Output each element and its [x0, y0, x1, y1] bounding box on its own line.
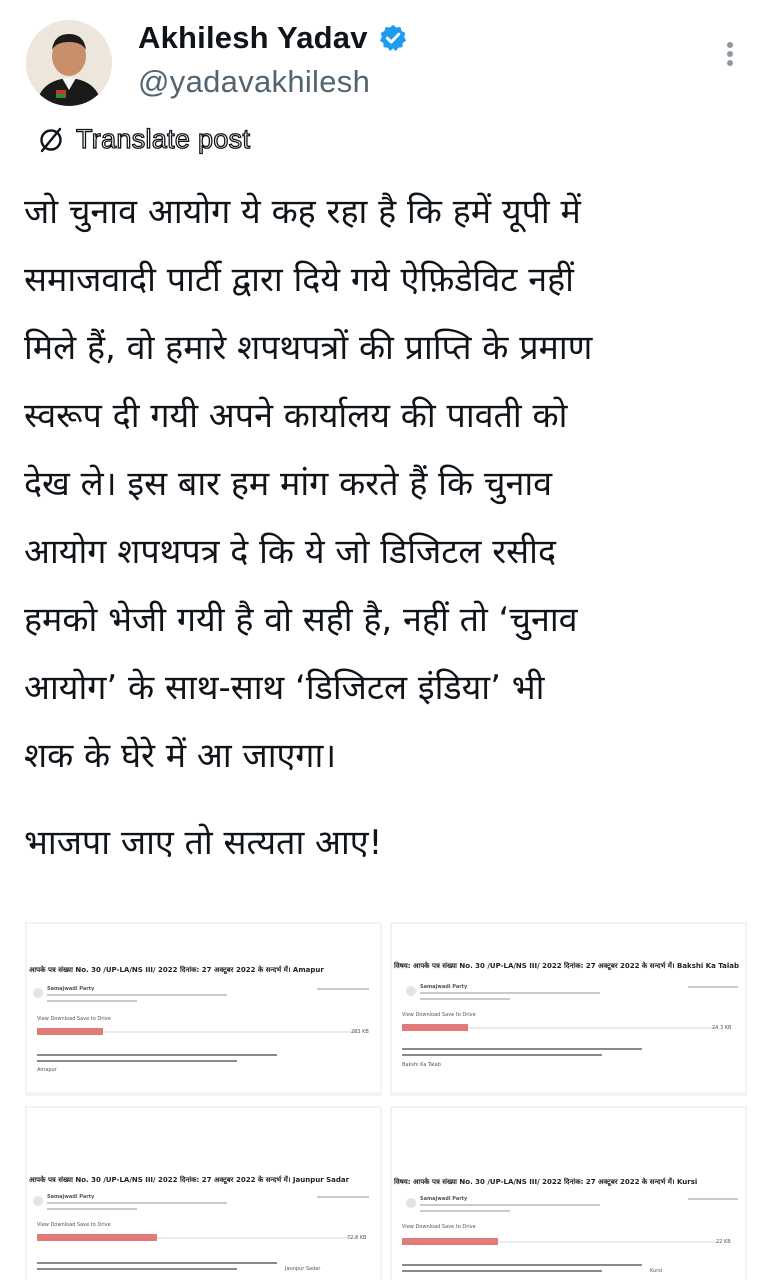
attachment-actions: View Download Save to Drive [402, 1012, 476, 1018]
email-line [47, 1202, 227, 1204]
post-body-text: जो चुनाव आयोग ये कह रहा है कि हमें यूपी में समाजवादी पार्टी द्वारा दिये गये ऐफ़िडेविट नहीं मिले हैं, वो हमारे शपथपत्रों की प्राप्ति के प्रमाण स्वरूप दी गयी अपने कार्यालय की पावती को देख ले। इस बार हम मांग करते हैं कि चुनाव आयोग शपथपत्र दे कि ये जो डिजिटल रसीद हमको भेजी गयी है वो सही है, नहीं तो ‘चुनाव आयोग’ के साथ-साथ ‘डिजिटल इंडिया’ भी शक के घेरे में आ जाएगा। [24, 192, 593, 776]
translate-post-button[interactable] [36, 124, 250, 155]
attachment-track [157, 1237, 357, 1239]
sender-avatar [406, 986, 416, 996]
attachment-size: 22 KB [716, 1239, 731, 1245]
attachment-track [498, 1241, 718, 1243]
email-line [37, 1262, 277, 1264]
attachment-size: 24.3 KB [712, 1025, 732, 1031]
email-line [47, 994, 227, 996]
post-slogan: भाजपा जाए तो सत्यता आए! [24, 823, 383, 863]
post-header [0, 0, 772, 130]
avatar[interactable] [26, 20, 112, 106]
attachment-actions: View Download Save to Drive [37, 1222, 111, 1228]
verified-badge-icon [378, 23, 408, 53]
email-screenshot [27, 924, 380, 1092]
email-line [402, 1054, 602, 1056]
email-subject: विषय: आपके पत्र संख्या No. 30 /UP-LA/NS III/ 2022 दिनांक: 27 अक्टूबर 2022 के सन्दर्भ में। Bakshi Ka Talab [394, 962, 739, 970]
email-place: Jaunpur Sadar [285, 1266, 321, 1272]
author-handle[interactable]: @yadavakhilesh [138, 64, 371, 99]
email-line [47, 1208, 137, 1210]
attachment-size: 283 KB [351, 1029, 369, 1035]
avatar-photo [26, 20, 112, 106]
attachment-track [103, 1031, 358, 1033]
translate-icon [36, 125, 66, 155]
attachment-bar [37, 1028, 103, 1035]
media-image-4[interactable] [390, 1106, 747, 1280]
email-line [47, 1000, 137, 1002]
email-subject: आपके पत्र संख्या No. 30 /UP-LA/NS III/ 2022 दिनांक: 27 अक्टूबर 2022 के सन्दर्भ में। Jaunpur Sadar [29, 1176, 350, 1184]
attachment-track [468, 1027, 718, 1029]
email-line [37, 1054, 277, 1056]
email-line [317, 1196, 369, 1198]
media-image-1[interactable] [25, 922, 382, 1096]
email-screenshot [392, 1108, 745, 1280]
email-subject: आपके पत्र संख्या No. 30 /UP-LA/NS III/ 2022 दिनांक: 27 अक्टूबर 2022 के सन्दर्भ में। Amapur [29, 966, 324, 974]
email-line [37, 1060, 237, 1062]
email-line [688, 986, 738, 988]
author-name[interactable]: Akhilesh Yadav [138, 20, 368, 55]
email-sender: Samajwadi Party [47, 1194, 95, 1200]
author-name-row [138, 20, 408, 56]
attachment-actions: View Download Save to Drive [402, 1224, 476, 1230]
email-line [317, 988, 369, 990]
email-line [420, 1204, 600, 1206]
attachment-bar [402, 1238, 498, 1245]
email-sender: Samajwadi Party [420, 984, 468, 990]
email-line [420, 998, 510, 1000]
email-place: Kursi [650, 1268, 663, 1274]
email-place: Amapur [37, 1067, 57, 1073]
media-image-2[interactable] [390, 922, 747, 1096]
attachment-size: 72.8 KB [347, 1235, 367, 1241]
sender-avatar [406, 1198, 416, 1208]
email-place: Bakshi Ka Talab [402, 1062, 441, 1068]
email-line [402, 1048, 642, 1050]
attachment-bar [37, 1234, 157, 1241]
email-sender: Samajwadi Party [47, 986, 95, 992]
sender-avatar [33, 1196, 43, 1206]
email-sender: Samajwadi Party [420, 1196, 468, 1202]
email-line [37, 1268, 237, 1270]
email-line [420, 992, 600, 994]
attachment-actions: View Download Save to Drive [37, 1016, 111, 1022]
translate-post-label: Translate post [76, 124, 251, 154]
email-subject: विषय: आपके पत्र संख्या No. 30 /UP-LA/NS III/ 2022 दिनांक: 27 अक्टूबर 2022 के सन्दर्भ में। Kursi [394, 1178, 698, 1186]
email-line [688, 1198, 738, 1200]
attachment-bar [402, 1024, 468, 1031]
sender-avatar [33, 988, 43, 998]
post-media-grid[interactable] [25, 922, 747, 1280]
email-screenshot [392, 924, 745, 1092]
media-image-3[interactable] [25, 1106, 382, 1280]
email-line [420, 1210, 510, 1212]
email-line [402, 1264, 642, 1266]
email-line [402, 1270, 602, 1272]
more-options-icon[interactable] [712, 36, 748, 72]
